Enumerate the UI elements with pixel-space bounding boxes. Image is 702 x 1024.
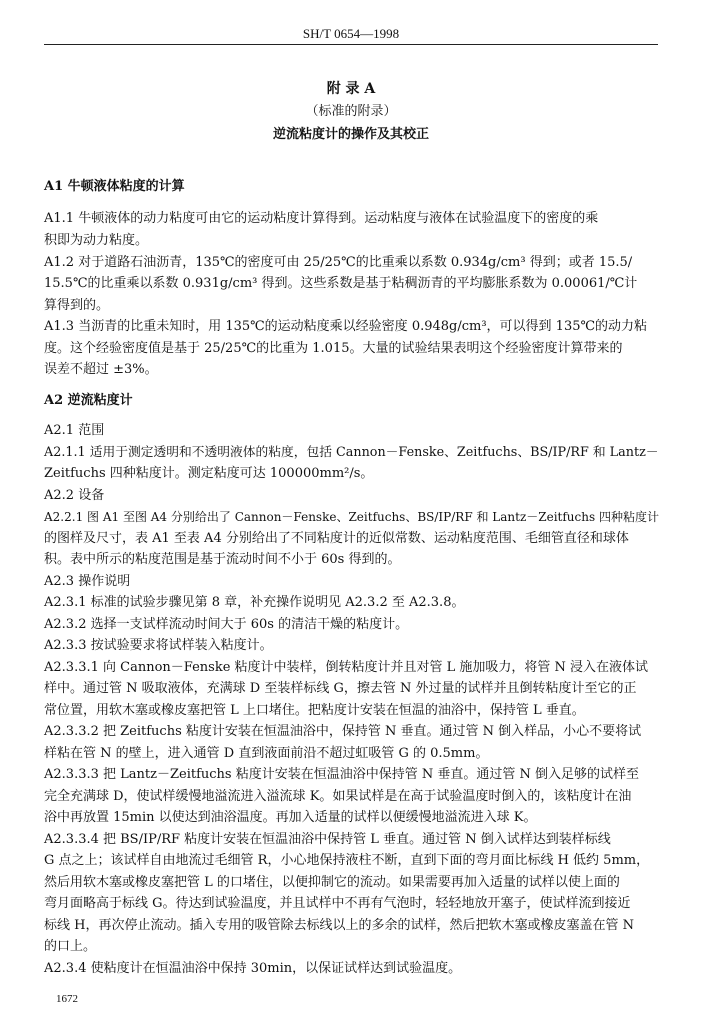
- text-line: 15.5℃的比重乘以系数 0.931g/cm³ 得到。这些系数是基于粘稠沥青的平均膨胀系数为 0.00061/℃计: [44, 276, 638, 291]
- subsection-heading: A2.3 操作说明: [44, 574, 131, 589]
- text-line: A1.2 对于道路石油沥青，135℃的密度可由 25/25℃的比重乘以系数 0.934g/cm³ 得到；或者 15.5/: [44, 255, 633, 270]
- text-line: 标线 H，再次停止流动。插入专用的吸管除去标线以上的多余的试样，然后把软木塞或橡皮塞盖在管 N: [44, 918, 634, 933]
- text-line: 样粘在管 N 的壁上，进入通管 D 直到液面前沿不超过虹吸管 G 的 0.5mm。: [44, 746, 489, 761]
- text-line: 算得到的。: [44, 298, 110, 313]
- text-line: A2.3.3.3 把 Lantz－Zeitfuchs 粘度计安装在恒温油浴中保持管 N 垂直。通过管 N 倒入足够的试样至: [44, 767, 639, 782]
- text-line: A2.3.3.2 把 Zeitfuchs 粘度计安装在恒温油浴中，保持管 N 垂直。通过管 N 倒入样品，小心不要将试: [44, 724, 642, 739]
- text-line: A2.1.1 适用于测定透明和不透明液体的粘度，包括 Cannon－Fenske、Zeitfuchs、BS/IP/RF 和 Lantz－: [44, 445, 659, 460]
- text-line: Zeitfuchs 四种粘度计。测定粘度可达 100000mm²/s。: [44, 466, 374, 481]
- text-line: 积即为动力粘度。: [44, 233, 149, 248]
- text-line: 样中。通过管 N 吸取液体，充满球 D 至装样标线 G，擦去管 N 外过量的试样并且倒转粘度计至它的正: [44, 681, 637, 696]
- text-line: A2.3.1 标准的试验步骤见第 8 章，补充操作说明见 A2.3.2 至 A2.3.8。: [44, 595, 465, 610]
- text-line: 浴中再放置 15min 以使达到油浴温度。再加入适量的试样以便缓慢地溢流进入球 K。: [44, 810, 537, 825]
- text-line: 常位置，用软木塞或橡皮塞把管 L 上口堵住。把粘度计安装在恒温的油浴中，保持管 L 垂直。: [44, 703, 585, 718]
- appendix-subtitle: （标准的附录）: [305, 104, 397, 119]
- text-line: A2.3.3.1 向 Cannon－Fenske 粘度计中装样，倒转粘度计并且对管 L 施加吸力，将管 N 浸入在液体试: [44, 660, 649, 675]
- section-heading: A1 牛顿液体粘度的计算: [44, 179, 185, 194]
- text-line: 的口上。: [44, 939, 97, 954]
- text-line: A1.3 当沥青的比重未知时，用 135℃的运动粘度乘以经验密度 0.948g/cm³，可以得到 135℃的动力粘: [44, 319, 648, 334]
- text-line: 的图样及尺寸，表 A1 至表 A4 分别给出了不同粘度计的近似常数、运动粘度范围、毛细管直径和球体: [44, 531, 629, 546]
- appendix-heading: 逆流粘度计的操作及其校正: [272, 127, 429, 142]
- subsection-heading: A2.2 设备: [44, 488, 105, 503]
- text-line: A1.1 牛顿液体的动力粘度可由它的运动粘度计算得到。运动粘度与液体在试验温度下的密度的乘: [44, 211, 599, 226]
- text-line: G 点之上；该试样自由地流过毛细管 R，小心地保持液柱不断，直到下面的弯月面比标线 H 低约 5mm，: [44, 853, 650, 868]
- text-line: A2.3.2 选择一支试样流动时间大于 60s 的清洁干燥的粘度计。: [44, 617, 409, 632]
- text-line: 完全充满球 D，使试样缓慢地溢流进入溢流球 K。如果试样是在高于试验温度时倒入的，该粘度计在油: [44, 789, 632, 804]
- text-line: A2.3.3 按试验要求将试样装入粘度计。: [44, 638, 273, 653]
- text-line: 误差不超过 ±3%。: [44, 362, 158, 377]
- section-heading: A2 逆流粘度计: [44, 393, 133, 408]
- text-line: A2.3.3.4 把 BS/IP/RF 粘度计安装在恒温油浴中保持管 L 垂直。通过管 N 倒入试样达到装样标线: [44, 832, 611, 847]
- text-line: A2.2.1 图 A1 至图 A4 分别给出了 Cannon－Fenske、Zeitfuchs、BS/IP/RF 和 Lantz－Zeitfuchs 四种粘度计: [44, 510, 659, 524]
- text-line: A2.3.4 使粘度计在恒温油浴中保持 30min，以保证试样达到试验温度。: [44, 961, 462, 976]
- text-line: 度。这个经验密度值是基于 25/25℃的比重为 1.015。大量的试验结果表明这个经验密度计算带来的: [44, 341, 623, 356]
- page-number: 1672: [56, 993, 78, 1005]
- subsection-heading: A2.1 范围: [44, 423, 105, 438]
- standard-number: SH/T 0654—1998: [302, 26, 400, 41]
- appendix-title: 附 录 A: [326, 81, 376, 97]
- text-line: 积。表中所示的粘度范围是基于流动时间不小于 60s 得到的。: [44, 552, 401, 567]
- text-line: 弯月面略高于标线 G。待达到试验温度，并且试样中不再有气泡时，轻轻地放开塞子，使试样流到接近: [44, 896, 631, 911]
- page-header: [44, 18, 658, 45]
- text-line: 然后用软木塞或橡皮塞把管 L 的口堵住，以便抑制它的流动。如果需要再加入适量的试样以使上面的: [44, 875, 620, 890]
